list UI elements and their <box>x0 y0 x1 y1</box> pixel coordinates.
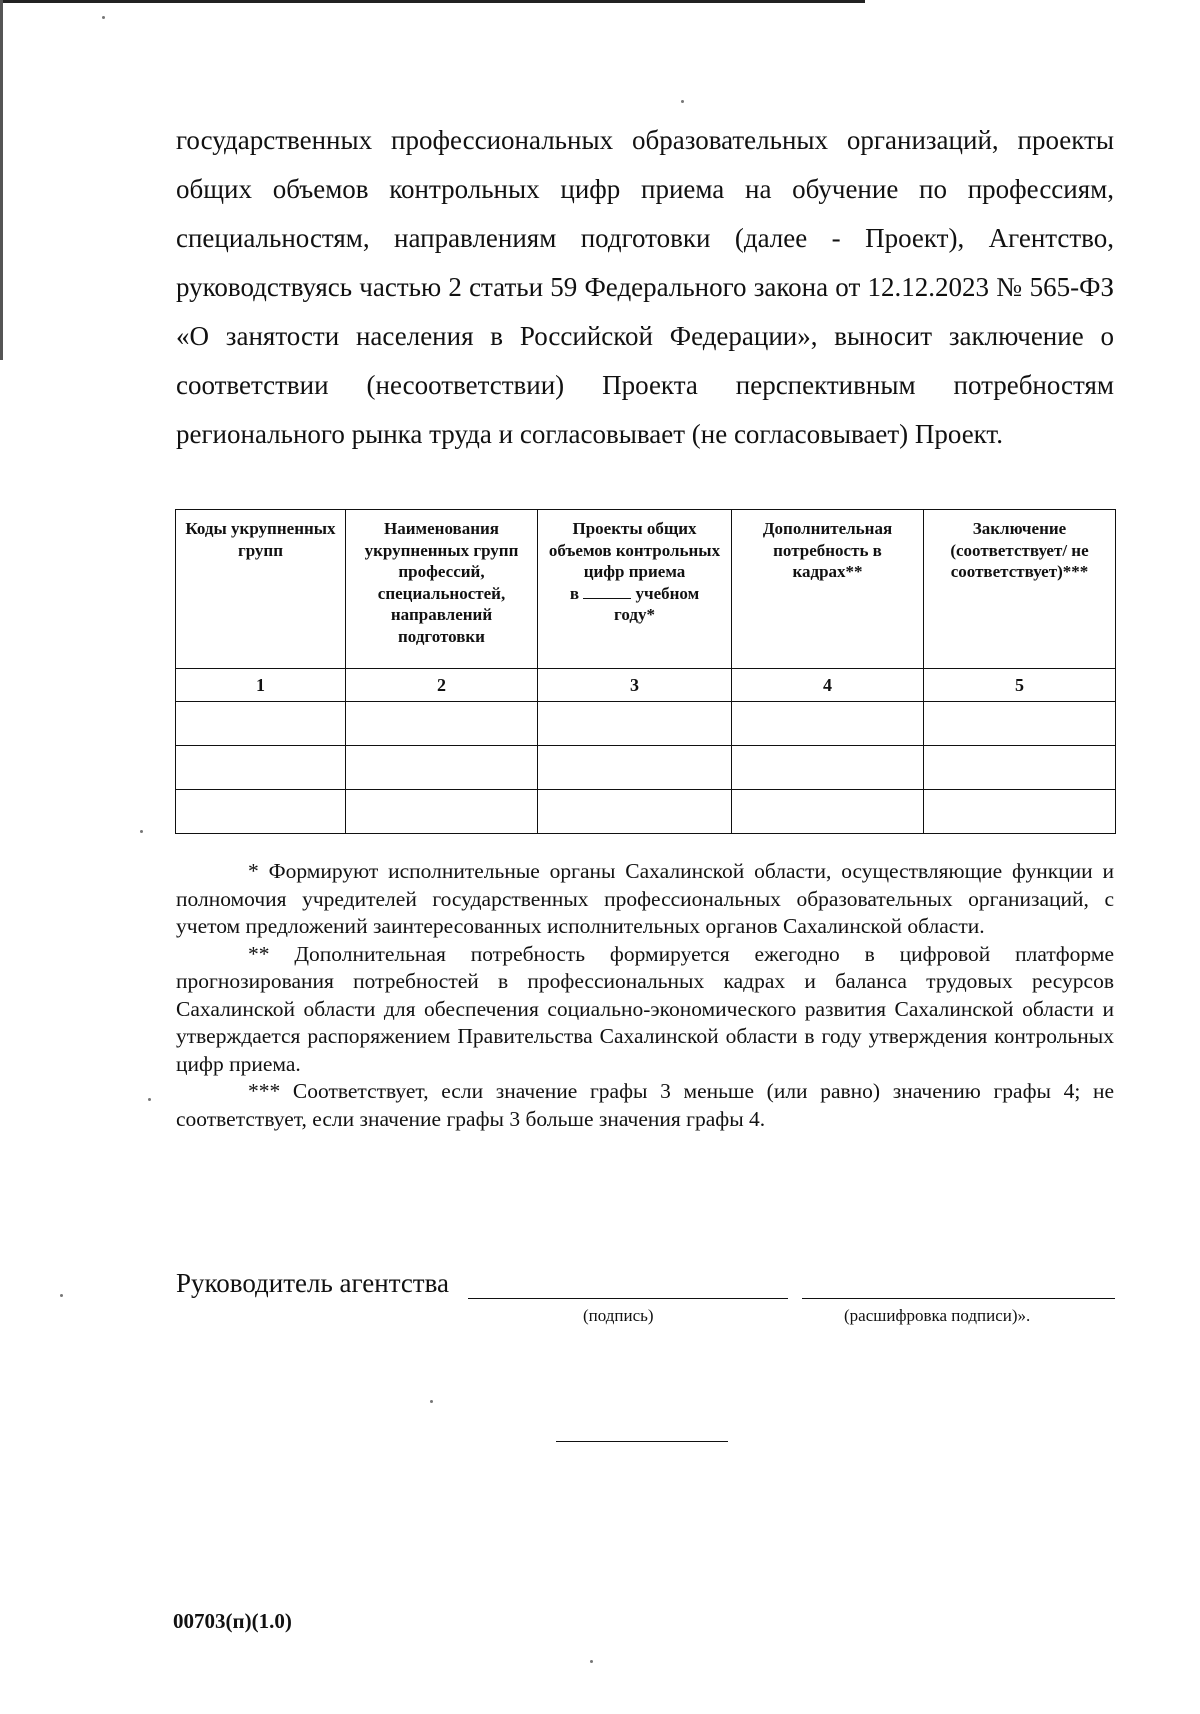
scan-speck <box>430 1400 433 1403</box>
scan-speck <box>148 1098 151 1101</box>
table-row <box>176 790 1116 834</box>
table-row <box>176 702 1116 746</box>
table-cell <box>176 790 346 834</box>
footnote-2: ** Дополнительная потребность формируется ежегодно в цифровой платформе прогнозирования потребностей в профессиональных кадрах и баланса трудовых ресурсов Сахалинской области для обеспечения социально-экономического развития Сахалинской области и утверждается распоряжением Правительства Сахалинской области в году утверждения контрольных цифр приема. <box>176 941 1114 1076</box>
table-cell <box>732 790 924 834</box>
header-group-codes: Коды укрупненных групп <box>176 510 346 669</box>
signature-block <box>176 1268 1116 1328</box>
table-header-row <box>176 510 1116 669</box>
academic-year-blank <box>583 584 631 599</box>
name-line <box>802 1298 1115 1299</box>
header-admission-year: году* <box>614 605 655 624</box>
table-cell <box>924 790 1116 834</box>
header-group-names: Наименования укрупненных групп профессий, специальностей, направлений подготовки <box>346 510 538 669</box>
scan-speck <box>590 1660 593 1663</box>
body-paragraph: государственных профессиональных образовательных организаций, проекты общих объемов контрольных цифр приема на обучение по профессиям, специальностям, направлениям подготовки (далее - Проект), Агентство, руководствуясь частью 2 статьи 59 Федерального закона от 12.12.2023 № 565-ФЗ «О занятости населения в Российской Федерации», выносит заключение о соответствии (несоответствии) Проекта перспективным потребностям регионального рынка труда и согласовывает (не согласовывает) Проект. <box>176 125 1114 449</box>
column-number: 2 <box>346 669 538 702</box>
scan-edge-left <box>0 0 3 360</box>
name-caption: (расшифровка подписи)». <box>844 1306 1031 1325</box>
table-cell <box>176 746 346 790</box>
table-cell <box>538 746 732 790</box>
table-cell <box>346 790 538 834</box>
signature-caption: (подпись) <box>583 1306 654 1325</box>
table-cell <box>924 746 1116 790</box>
footnote-1: * Формируют исполнительные органы Сахалинской области, осуществляющие функции и полномочия учредителей государственных профессиональных образовательных организаций, с учетом предложений заинтересованных исполнительных органов Сахалинской области. <box>176 859 1114 938</box>
scan-speck <box>102 16 105 19</box>
column-number: 4 <box>732 669 924 702</box>
scan-speck <box>681 100 684 103</box>
header-additional-need: Дополнительная потребность в кадрах** <box>732 510 924 669</box>
column-number: 3 <box>538 669 732 702</box>
column-number: 5 <box>924 669 1116 702</box>
table-row <box>176 746 1116 790</box>
table-cell <box>538 790 732 834</box>
header-admission-projects <box>538 510 732 669</box>
footnotes <box>176 858 1114 1133</box>
header-admission-text: Проекты общих объемов контрольных цифр приема <box>548 519 721 581</box>
table-cell <box>732 746 924 790</box>
table-cell <box>346 746 538 790</box>
header-admission-suffix: учебном <box>635 583 700 603</box>
table-cell <box>924 702 1116 746</box>
table-cell <box>732 702 924 746</box>
header-conclusion: Заключение (соответствует/ не соответствует)*** <box>924 510 1116 669</box>
column-numbers-row <box>176 669 1116 702</box>
table-cell <box>176 702 346 746</box>
column-number: 1 <box>176 669 346 702</box>
footnote-3: *** Соответствует, если значение графы 3 меньше (или равно) значению графы 4; не соответствует, если значение графы 3 больше значения графы 4. <box>176 1079 1114 1131</box>
signature-line <box>468 1298 788 1299</box>
table-cell <box>346 702 538 746</box>
header-admission-prefix: в <box>569 583 579 603</box>
scan-speck <box>60 1294 63 1297</box>
projects-table <box>175 509 1116 834</box>
table-cell <box>538 702 732 746</box>
scan-speck <box>140 830 143 833</box>
signature-label: Руководитель агентства <box>176 1268 449 1298</box>
scan-edge-top <box>0 0 865 3</box>
document-code: 00703(п)(1.0) <box>173 1609 292 1633</box>
end-of-document-line <box>556 1441 728 1442</box>
